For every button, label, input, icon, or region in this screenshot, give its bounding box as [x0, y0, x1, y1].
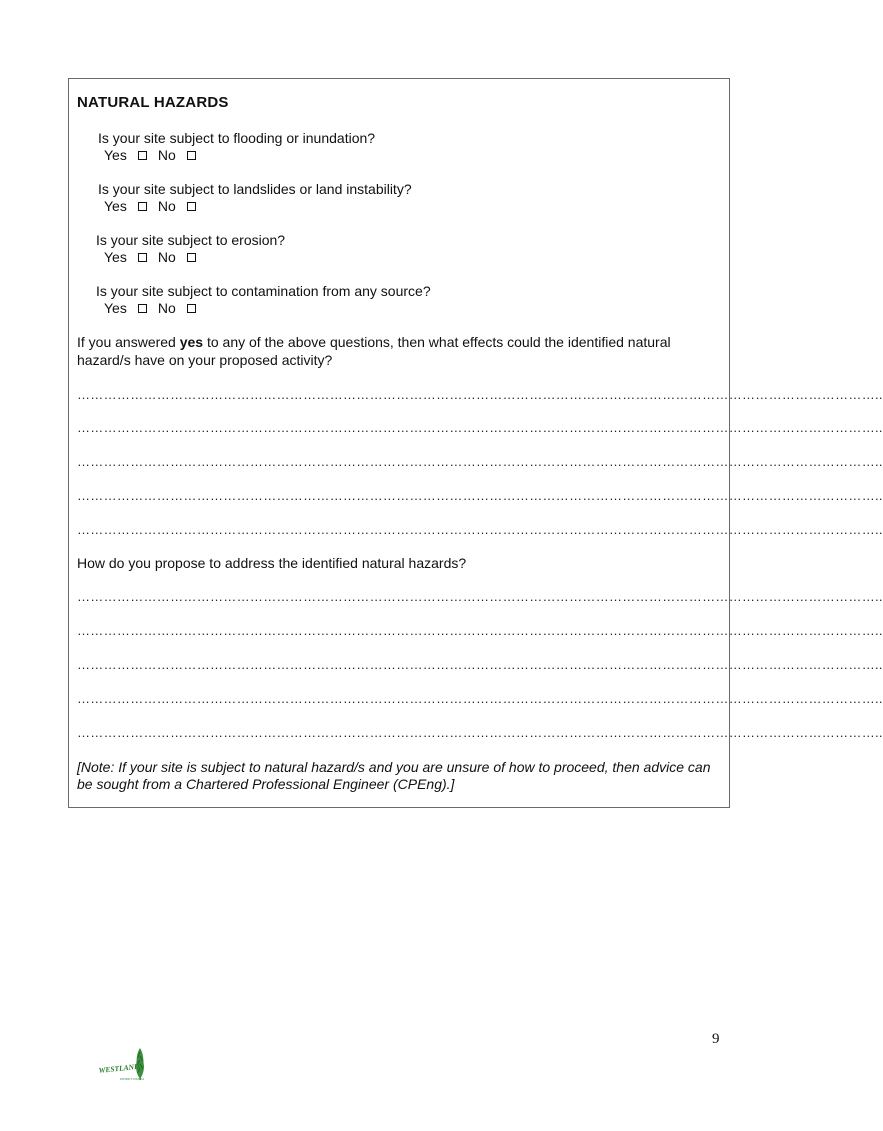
address-answer-line[interactable]: ………………………………………………………………………………………………………………………………………………………………..: [77, 623, 883, 638]
section-heading: NATURAL HAZARDS: [77, 94, 229, 111]
no-checkbox[interactable]: [187, 304, 196, 313]
address-answer-line[interactable]: ………………………………………………………………………………………………………………………………………………………………..: [77, 657, 883, 672]
answer-row-contamination: [104, 300, 207, 317]
no-checkbox[interactable]: [187, 151, 196, 160]
question-erosion: Is your site subject to erosion?: [96, 232, 286, 248]
yes-label: Yes: [104, 147, 127, 163]
effects-prompt-end: to any of the above questions, then what effects could the identified natural hazard/s have on your proposed activity?: [77, 334, 671, 368]
address-answer-line[interactable]: ………………………………………………………………………………………………………………………………………………………………..: [77, 589, 883, 604]
address-answer-line[interactable]: ………………………………………………………………………………………………………………………………………………………………..: [77, 725, 883, 740]
no-label: No: [157, 300, 176, 316]
effects-answer-line[interactable]: ………………………………………………………………………………………………………………………………………………………………..: [77, 488, 883, 503]
no-label: No: [157, 198, 176, 214]
yes-checkbox[interactable]: [138, 253, 147, 262]
no-label: No: [157, 249, 176, 265]
yes-label: Yes: [104, 300, 127, 316]
no-checkbox[interactable]: [187, 202, 196, 211]
answer-row-landslides: [104, 198, 207, 215]
yes-label: Yes: [104, 249, 127, 265]
engineer-advice-note: [Note: If your site is subject to natural hazard/s and you are unsure of how to proceed, then advice can be sought from a Chartered Professional Engineer (CPEng).]: [77, 759, 711, 792]
effects-answer-line[interactable]: ………………………………………………………………………………………………………………………………………………………………..: [77, 454, 883, 469]
westland-logo: [98, 1046, 158, 1084]
answer-row-flooding: [104, 147, 207, 164]
answer-row-erosion: [104, 249, 207, 266]
no-label: No: [157, 147, 176, 163]
address-answer-line[interactable]: ………………………………………………………………………………………………………………………………………………………………..: [77, 691, 883, 706]
effects-answer-line[interactable]: ………………………………………………………………………………………………………………………………………………………………..: [77, 387, 883, 402]
effects-answer-line[interactable]: ………………………………………………………………………………………………………………………………………………………………..: [77, 522, 883, 537]
page-number: 9: [712, 1031, 720, 1047]
address-prompt: How do you propose to address the identified natural hazards?: [77, 555, 467, 571]
logo-subtext: DISTRICT COUNCIL: [120, 1078, 145, 1081]
effects-answer-line[interactable]: ………………………………………………………………………………………………………………………………………………………………..: [77, 420, 883, 435]
question-contamination: Is your site subject to contamination from any source?: [96, 283, 431, 299]
yes-checkbox[interactable]: [138, 151, 147, 160]
effects-prompt: [77, 333, 717, 369]
question-landslides: Is your site subject to landslides or land instability?: [98, 181, 412, 197]
effects-prompt-start: If you answered: [77, 334, 180, 350]
no-checkbox[interactable]: [187, 253, 196, 262]
question-flooding: Is your site subject to flooding or inundation?: [98, 130, 376, 146]
yes-checkbox[interactable]: [138, 304, 147, 313]
yes-checkbox[interactable]: [138, 202, 147, 211]
yes-label: Yes: [104, 198, 127, 214]
effects-prompt-emphasis: yes: [179, 334, 204, 350]
logo-wordmark: WESTLAND: [98, 1061, 140, 1075]
